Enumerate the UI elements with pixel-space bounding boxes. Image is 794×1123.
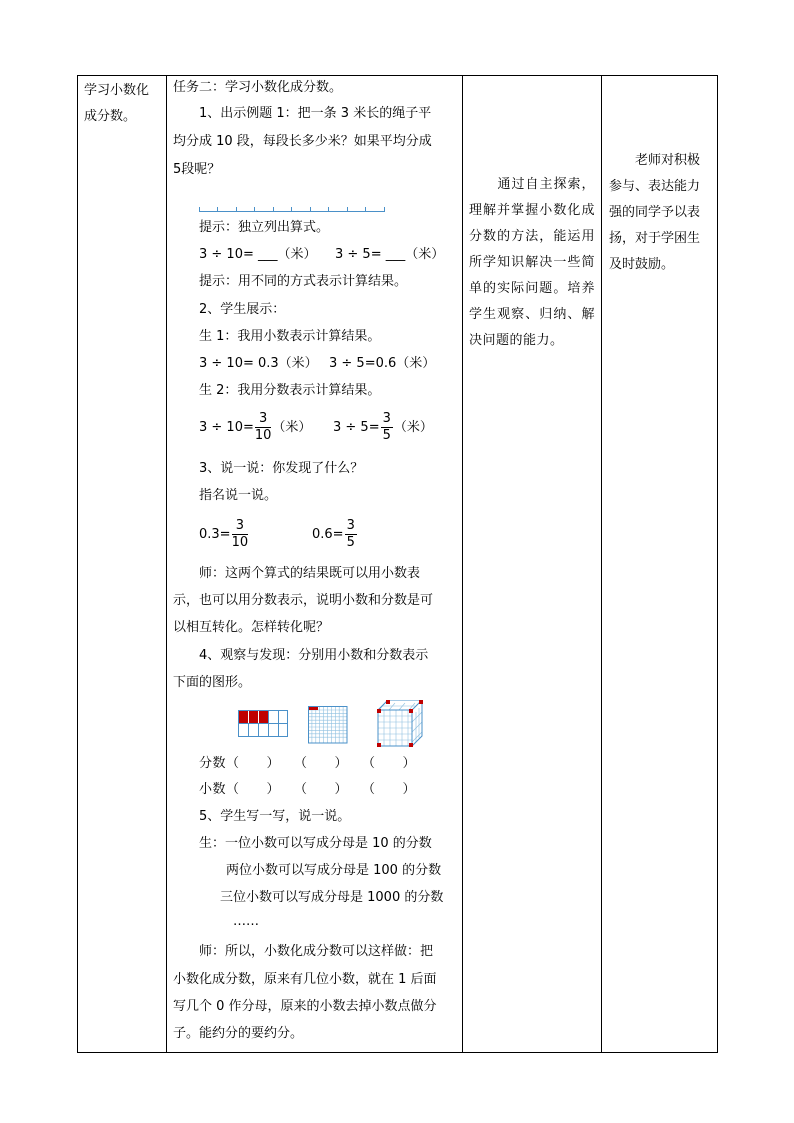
- example-line: 均分成 10 段，每段长多少米？如果平均分成: [173, 134, 432, 149]
- teacher-text: 示，也可以用分数表示，说明小数和分数是可: [173, 593, 434, 608]
- hint-text: 提示：独立列出算式。: [199, 220, 330, 235]
- student-text: 三位小数可以写成分母是 1000 的分数: [220, 890, 444, 905]
- section-title: 4、观察与发现：分别用小数和分数表示: [199, 648, 429, 663]
- teacher-text: 师：所以，小数化成分数可以这样做：把: [199, 944, 434, 959]
- section-title: 5、学生写一写，说一说。: [199, 809, 351, 824]
- fraction-answer-row: 分数（ ） （ ） （ ）: [199, 756, 417, 771]
- fraction-equation: 0.6= $\frac{3}{5}$: [312, 518, 355, 550]
- fraction-equation: 3 ÷ 10= $\frac{3}{10}$ （米）: [199, 411, 312, 443]
- goal-cell: [78, 76, 166, 1052]
- section-title: 3、说一说：你发现了什么？: [199, 461, 364, 476]
- section-title: 下面的图形。: [173, 675, 252, 690]
- design-intent-text: 通过自主探索，理解并掌握小数化成分数的方法，能运用所学知识解决一些简单的实际问题。培养学生观察、归纳、解决问题的能力。: [469, 177, 595, 348]
- section-title: 2、学生展示：: [199, 302, 286, 317]
- teacher-text: 子。能约分的要约分。: [173, 1026, 304, 1041]
- example-line: 1、出示例题 1：把一条 3 米长的绳子平: [199, 106, 432, 121]
- task-title: 任务二：学习小数化成分数。: [173, 80, 343, 95]
- example-line: 5段呢？: [173, 162, 221, 177]
- goal-text: 学习小数化成分数。: [84, 83, 150, 124]
- ellipsis-text: ……: [233, 914, 259, 929]
- decimal-answer-row: 小数（ ） （ ） （ ）: [199, 782, 417, 797]
- fraction-equation: 3 ÷ 5= $\frac{3}{5}$ （米）: [333, 411, 433, 443]
- equation-blank: 3 ÷ 10= ___（米）: [199, 247, 317, 262]
- teacher-text: 以相互转化。怎样转化呢？: [173, 620, 330, 635]
- design-intent-cell: [463, 76, 601, 1052]
- equation: 3 ÷ 5=0.6（米）: [329, 356, 436, 371]
- student-text: 两位小数可以写成分母是 100 的分数: [226, 863, 442, 878]
- fraction-equation: 0.3= $\frac{3}{10}$: [199, 518, 249, 550]
- student-text: 生 1：我用小数表示计算结果。: [199, 329, 381, 344]
- teacher-text: 师：这两个算式的结果既可以用小数表: [199, 566, 421, 581]
- evaluation-text: 老师对积极参与、表达能力强的同学予以表扬，对于学困生及时鼓励。: [609, 153, 701, 272]
- teacher-text: 写几个 0 作分母，原来的小数去掉小数点做分: [173, 999, 437, 1014]
- thousandths-cube-figure: [375, 700, 425, 748]
- teacher-text: 小数化成分数，原来有几位小数，就在 1 后面: [173, 972, 437, 987]
- lesson-table: [77, 75, 718, 1053]
- hint-text: 提示：用不同的方式表示计算结果。: [199, 274, 408, 289]
- student-text: 生：一位小数可以写成分母是 10 的分数: [199, 836, 432, 851]
- hundredths-grid-figure: [308, 706, 348, 744]
- student-text: 生 2：我用分数表示计算结果。: [199, 383, 381, 398]
- equation: 3 ÷ 10= 0.3（米）: [199, 356, 318, 371]
- tenths-grid-figure: [238, 710, 288, 738]
- equation-blank: 3 ÷ 5= ___（米）: [335, 247, 445, 262]
- rope-segment-diagram: [199, 207, 385, 212]
- activity-cell: [167, 76, 462, 1052]
- instruction-text: 指名说一说。: [199, 488, 278, 503]
- evaluation-cell: [602, 76, 718, 1052]
